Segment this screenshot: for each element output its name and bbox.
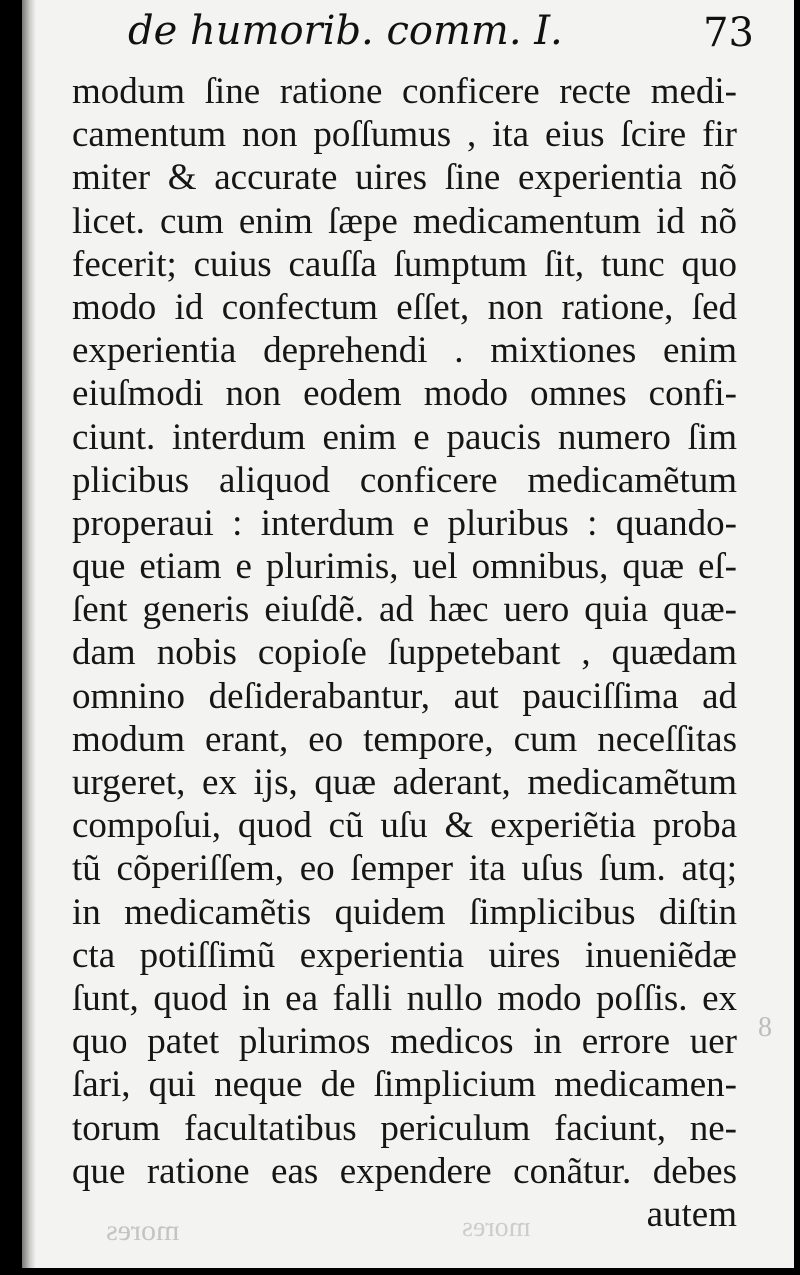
running-head: de humorib. comm. I. (128, 8, 563, 54)
text-line: ſari, qui neque de ſimplicium medicamen- (72, 1064, 737, 1106)
text-line: modo id confectum eſſet, non ratione, ſed (72, 286, 737, 328)
text-line: omnino deſiderabantur, aut pauciſſima ad (72, 675, 737, 717)
body-text (72, 70, 737, 1236)
page-number: 73 (703, 10, 754, 56)
text-line: torum facultatibus periculum faciunt, ne- (72, 1107, 737, 1149)
page-header (128, 8, 754, 58)
text-line: tũ cõperiſſem, eo ſemper ita uſus ſum. atq; (72, 848, 737, 890)
text-line: licet. cum enim ſæpe medicamentum id nõ (72, 200, 737, 242)
text-line: que etiam e plurimis, uel omnibus, quæ eſ- (72, 546, 737, 588)
text-line: ſent generis eiuſdẽ. ad hæc uero quia quæ- (72, 589, 737, 631)
text-line: camentum non poſſumus , ita eius ſcire fir (72, 114, 737, 156)
text-line: plicibus aliquod conficere medicamẽtum (72, 459, 737, 501)
text-line: ciunt. interdum enim e paucis numero ſim (72, 416, 737, 458)
text-line: dam nobis copioſe ſuppetebant , quædam (72, 632, 737, 674)
text-line: que ratione eas expendere conãtur. debes (72, 1150, 737, 1192)
text-line: modum erant, eo tempore, cum neceſſitas (72, 718, 737, 760)
text-line: experientia deprehendi . mixtiones enim (72, 330, 737, 372)
text-line: properaui : interdum e pluribus : quando- (72, 502, 737, 544)
text-line: miter & accurate uires ſine experientia nõ (72, 157, 737, 199)
text-line: in medicamẽtis quidem ſimplicibus diſtin (72, 891, 737, 933)
text-line: ſunt, quod in ea falli nullo modo poſſis. ex (72, 977, 737, 1019)
text-line: eiuſmodi non eodem modo omnes confi- (72, 373, 737, 415)
text-line: urgeret, ex ijs, quæ aderant, medicamẽtum (72, 762, 737, 803)
text-line: modum ſine ratione conficere recte medi- (72, 71, 737, 112)
margin-mark: 8 (758, 1012, 772, 1043)
text-line: quo patet plurimos medicos in errore uer (72, 1021, 737, 1063)
text-line: fecerit; cuius cauſſa ſumptum ſit, tunc quo (72, 243, 737, 285)
book-page (22, 0, 794, 1268)
bleed-through-text: mores (462, 1212, 531, 1243)
page-gutter-shadow (22, 0, 36, 1268)
text-line: cta potiſſimũ experientia uires inueniẽdæ (72, 934, 737, 976)
catchword: autem (646, 1193, 737, 1235)
text-line: compoſui, quod cũ uſu & experiẽtia proba (72, 805, 737, 847)
bleed-through-text: mores (106, 1214, 180, 1247)
